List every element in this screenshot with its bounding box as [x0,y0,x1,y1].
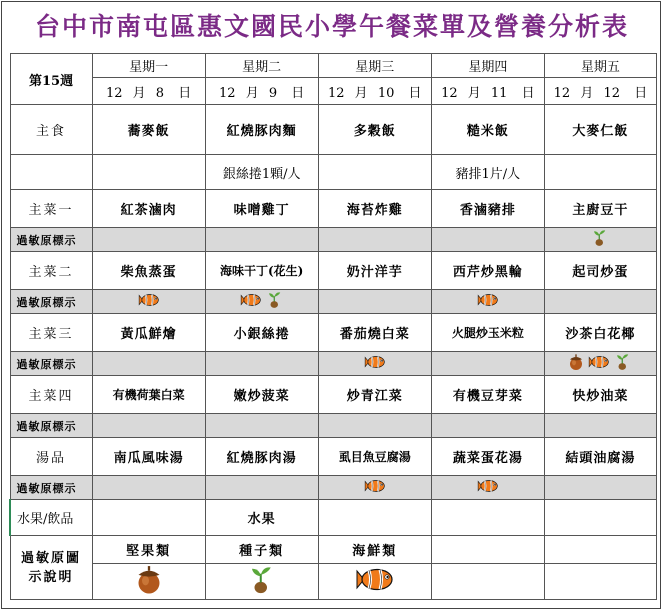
date-month-unit: 月 [354,85,368,101]
staple-note: 銀絲捲1顆/人 [205,155,318,190]
allergen-cell [431,290,544,314]
fish-icon [588,355,610,373]
date-cell [318,78,431,105]
empty-cell [10,155,92,190]
allergen-cell [431,414,544,438]
date-month: 12 [553,85,571,101]
fish-icon [477,293,499,311]
allergen-cell [205,228,318,252]
dish-main4: 快炒油菜 [544,376,656,414]
dish-main2: 起司炒蛋 [544,252,656,290]
allergen-cell [205,290,318,314]
dish-main3: 火腿炒玉米粒 [431,314,544,352]
dish-main2: 奶汁洋芋 [318,252,431,290]
dish-fruit [544,500,656,536]
date-day: 12 [603,85,621,101]
dish-main3: 番茄燒白菜 [318,314,431,352]
page-title: 台中市南屯區惠文國民小學午餐菜單及營養分析表 [34,12,629,41]
row-label-staple: 主食 [10,105,92,155]
fish-icon [364,479,386,497]
dish-soup: 虱目魚豆腐湯 [318,438,431,476]
date-month: 12 [441,85,458,101]
seed-icon [247,565,277,599]
legend-name: 堅果類 [92,536,205,564]
day-name: 星期一 [92,54,205,78]
row-label-main1: 主菜一 [10,190,92,228]
legend-icon-cell [205,564,318,600]
allergen-cell [431,476,544,500]
allergen-cell [431,228,544,252]
legend-icon-cell [318,564,431,600]
allergen-cell [92,414,205,438]
date-day-unit: 日 [408,85,422,101]
day-name: 星期二 [205,54,318,78]
allergen-row-label: 過敏原標示 [10,352,92,376]
date-month-unit: 月 [580,85,594,101]
staple-note: 豬排1片/人 [431,155,544,190]
dish-main4: 炒青江菜 [318,376,431,414]
dish-main1: 味噌雞丁 [205,190,318,228]
legend-icon-cell [92,564,205,600]
fish-icon [355,567,395,596]
dish-soup: 南瓜風味湯 [92,438,205,476]
legend-label: 過敏原圖示說明 [10,536,92,600]
allergen-cell [544,476,656,500]
row-label-main2: 主菜二 [10,252,92,290]
date-day: 8 [155,85,165,101]
dish-soup: 結頭油腐湯 [544,438,656,476]
nut-icon [135,564,163,599]
date-cell [92,78,205,105]
dish-main2: 西芹炒黑輪 [431,252,544,290]
allergen-cell [205,414,318,438]
dish-staple: 紅燒豚肉麵 [205,105,318,155]
row-label-fruit: 水果/飲品 [10,500,92,536]
dish-main2: 柴魚蒸蛋 [92,252,205,290]
allergen-cell [92,228,205,252]
date-day-unit: 日 [178,85,192,101]
dish-main4: 嫩炒菠菜 [205,376,318,414]
staple-note [92,155,205,190]
dish-fruit [431,500,544,536]
allergen-row-label: 過敏原標示 [10,228,92,252]
seed-icon [591,229,609,251]
fish-icon [477,479,499,497]
dish-fruit: 水果 [205,500,318,536]
row-label-main4: 主菜四 [10,376,92,414]
dish-staple: 多穀飯 [318,105,431,155]
row-label-main3: 主菜三 [10,314,92,352]
allergen-row-label: 過敏原標示 [10,476,92,500]
allergen-cell [205,476,318,500]
date-month-unit: 月 [132,85,146,101]
dish-main1: 海苔炸雞 [318,190,431,228]
allergen-cell [544,414,656,438]
dish-main1: 主廚豆干 [544,190,656,228]
seed-icon [614,353,632,375]
allergen-cell [318,228,431,252]
allergen-cell [544,228,656,252]
dish-fruit [318,500,431,536]
fish-icon [364,355,386,373]
legend-name: 海鮮類 [318,536,431,564]
day-name: 星期四 [431,54,544,78]
dish-soup: 蔬菜蛋花湯 [431,438,544,476]
dish-main3: 沙茶白花椰 [544,314,656,352]
fish-icon [240,293,262,311]
nut-icon [568,353,584,375]
allergen-cell [92,352,205,376]
legend-name: 種子類 [205,536,318,564]
seed-icon [266,291,284,313]
dish-main1: 香滷豬排 [431,190,544,228]
date-day: 9 [268,85,278,101]
date-cell [431,78,544,105]
allergen-cell [318,414,431,438]
date-cell [205,78,318,105]
allergen-row-label: 過敏原標示 [10,290,92,314]
dish-main3: 小銀絲捲 [205,314,318,352]
dish-soup: 紅燒豚肉湯 [205,438,318,476]
empty-cell [431,536,544,564]
allergen-cell [318,352,431,376]
dish-main2: 海味干丁(花生) [205,252,318,290]
allergen-cell [92,476,205,500]
date-day-unit: 日 [291,85,305,101]
menu-table [9,53,657,600]
date-day-unit: 日 [521,85,535,101]
date-month-unit: 月 [467,85,481,101]
allergen-cell [544,352,656,376]
allergen-cell [431,352,544,376]
dish-staple: 大麥仁飯 [544,105,656,155]
date-cell [544,78,656,105]
date-month-unit: 月 [245,85,259,101]
dish-main4: 有機荷葉白菜 [92,376,205,414]
menu-sheet [1,1,661,609]
allergen-cell [205,352,318,376]
row-label-soup: 湯品 [10,438,92,476]
dish-staple: 糙米飯 [431,105,544,155]
day-name: 星期三 [318,54,431,78]
dish-staple: 蕎麥飯 [92,105,205,155]
date-day-unit: 日 [634,85,648,101]
empty-cell [431,564,544,600]
dish-main1: 紅茶滷肉 [92,190,205,228]
date-day: 10 [377,85,395,101]
day-name: 星期五 [544,54,656,78]
staple-note [544,155,656,190]
allergen-cell [544,290,656,314]
allergen-cell [318,290,431,314]
staple-note [318,155,431,190]
dish-fruit [92,500,205,536]
date-month: 12 [327,85,345,101]
empty-cell [544,564,656,600]
allergen-cell [318,476,431,500]
empty-cell [544,536,656,564]
dish-main3: 黃瓜鮮燴 [92,314,205,352]
date-month: 12 [105,85,123,101]
date-day: 11 [490,85,508,101]
allergen-cell [92,290,205,314]
allergen-row-label: 過敏原標示 [10,414,92,438]
week-label: 第15週 [10,54,92,105]
fish-icon [138,293,160,311]
dish-main4: 有機豆芽菜 [431,376,544,414]
date-month: 12 [219,85,236,101]
